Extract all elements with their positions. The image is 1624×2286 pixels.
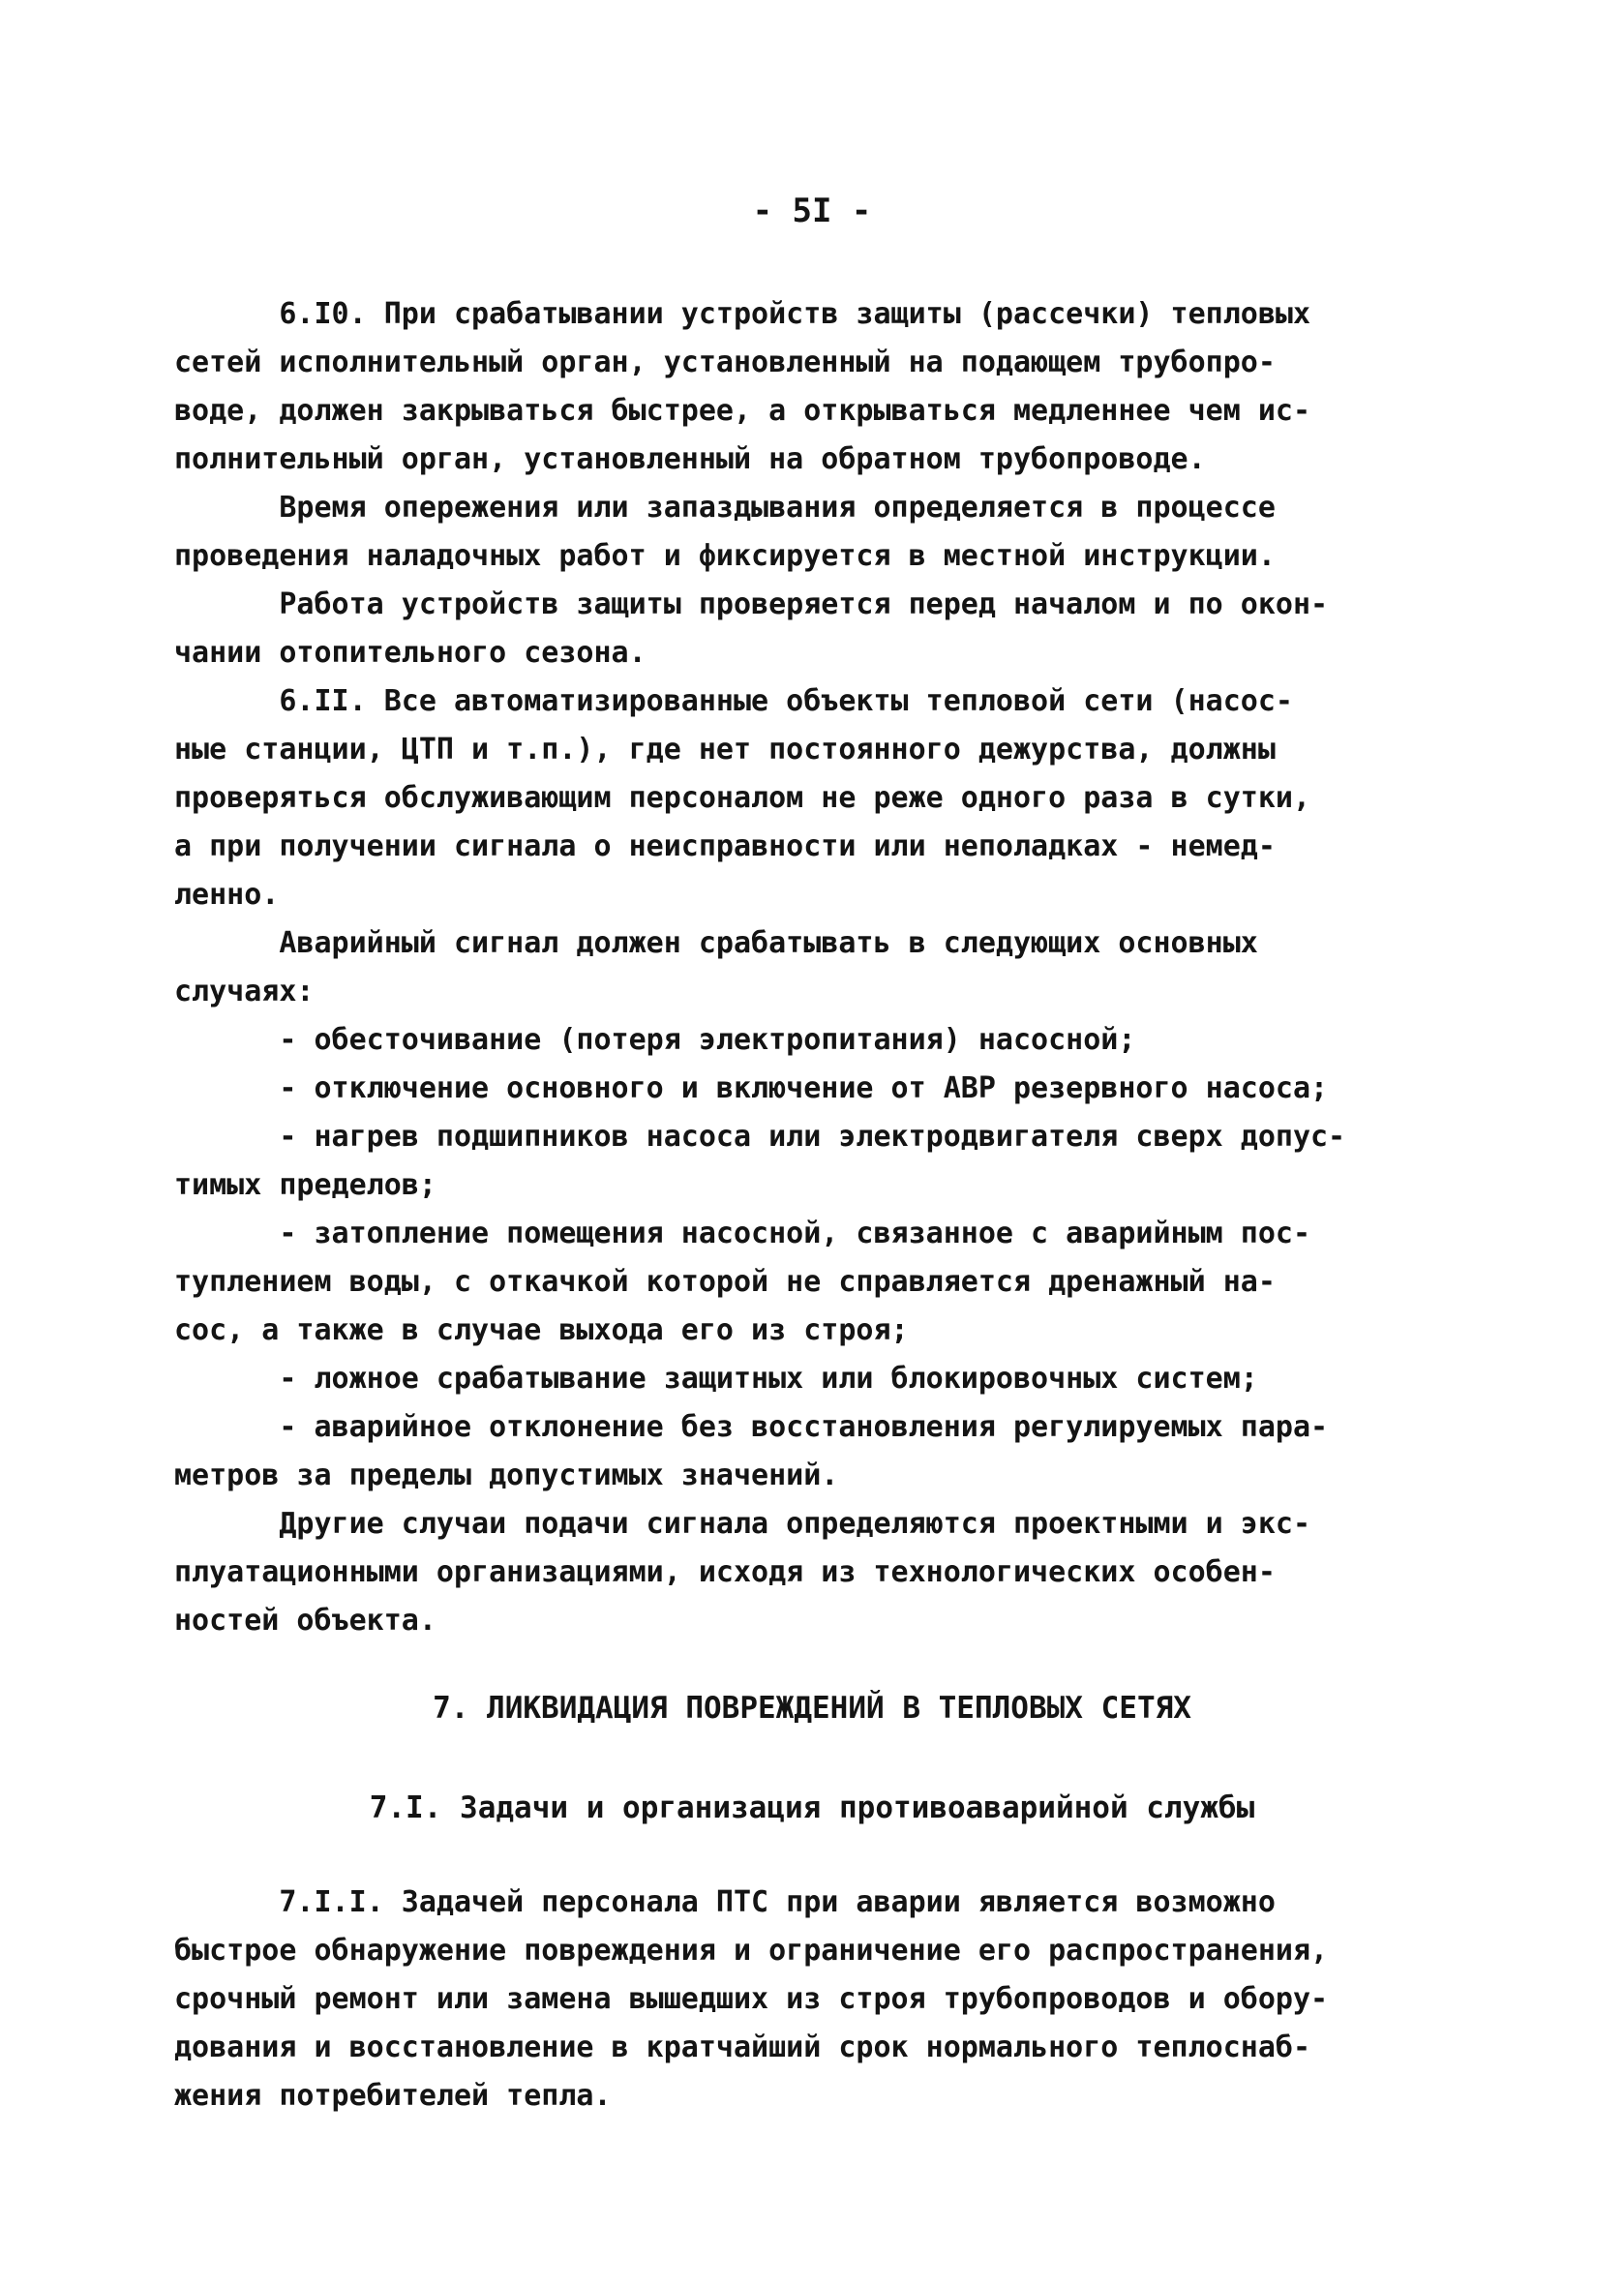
text-line: случаях:: [174, 975, 315, 1008]
text-line: - нагрев подшипников насоса или электродвигателя сверх допус-: [174, 1120, 1346, 1154]
text-line: Работа устройств защиты проверяется перед началом и по окон-: [174, 587, 1329, 621]
text-line: 6.I0. При срабатывании устройств защиты (рассечки) тепловых: [174, 297, 1310, 331]
text-line: сетей исполнительный орган, установленный на подающем трубопро-: [174, 346, 1276, 379]
text-line: жения потребителей тепла.: [174, 2079, 612, 2113]
text-line: сос, а также в случае выхода его из строя;: [174, 1313, 909, 1347]
text-line: метров за пределы допустимых значений.: [174, 1459, 839, 1492]
text-line: 6.II. Все автоматизированные объекты тепловой сети (насос-: [174, 684, 1293, 718]
text-line: ностей объекта.: [174, 1604, 436, 1638]
text-line: ные станции, ЦТП и т.п.), где нет постоянного дежурства, должны: [174, 733, 1276, 767]
paragraph-block-7-1-1: [174, 1879, 1471, 2121]
text-line: ленно.: [174, 878, 280, 912]
text-line: - обесточивание (потеря электропитания) насосной;: [174, 1023, 1136, 1057]
text-line: - ложное срабатывание защитных или блокировочных систем;: [174, 1362, 1258, 1396]
text-line: Время опережения или запаздывания определяется в процессе: [174, 491, 1276, 525]
text-line: 7.I.I. Задачей персонала ПТС при аварии является возможно: [174, 1885, 1276, 1919]
text-line: тимых пределов;: [174, 1168, 436, 1202]
text-line: чании отопительного сезона.: [174, 636, 647, 670]
text-line: воде, должен закрываться быстрее, а открываться медленнее чем ис-: [174, 394, 1310, 428]
text-line: проведения наладочных работ и фиксируется в местной инструкции.: [174, 539, 1276, 573]
text-line: проверяться обслуживающим персоналом не реже одного раза в сутки,: [174, 781, 1310, 815]
subsection-heading-7-1: 7.I. Задачи и организация противоаварийной службы: [369, 1790, 1255, 1825]
text-line: полнительный орган, установленный на обратном трубопроводе.: [174, 442, 1206, 476]
text-line: а при получении сигнала о неисправности или неполадках - немед-: [174, 829, 1276, 863]
text-line: - аварийное отклонение без восстановления регулируемых пара-: [174, 1410, 1329, 1444]
text-line: срочный ремонт или замена вышедших из строя трубопроводов и обору-: [174, 1982, 1329, 2016]
section-heading-7: 7. ЛИКВИДАЦИЯ ПОВРЕЖДЕНИЙ В ТЕПЛОВЫХ СЕТЯХ: [433, 1691, 1191, 1726]
text-line: Другие случаи подачи сигнала определяются проектными и экс-: [174, 1507, 1310, 1541]
text-line: дования и восстановление в кратчайший срок нормального теплоснаб-: [174, 2030, 1310, 2064]
text-line: Аварийный сигнал должен срабатывать в следующих основных: [174, 926, 1258, 960]
text-line: - затопление помещения насосной, связанное с аварийным пос-: [174, 1217, 1310, 1250]
text-line: - отключение основного и включение от АВР резервного насоса;: [174, 1071, 1329, 1105]
page-number: - 5I -: [752, 192, 872, 230]
text-line: туплением воды, с откачкой которой не справляется дренажный на-: [174, 1265, 1276, 1299]
paragraph-block-6: [174, 290, 1471, 1645]
text-line: быстрое обнаружение повреждения и ограничение его распространения,: [174, 1934, 1329, 1968]
text-line: плуатационными организациями, исходя из технологических особен-: [174, 1555, 1276, 1589]
